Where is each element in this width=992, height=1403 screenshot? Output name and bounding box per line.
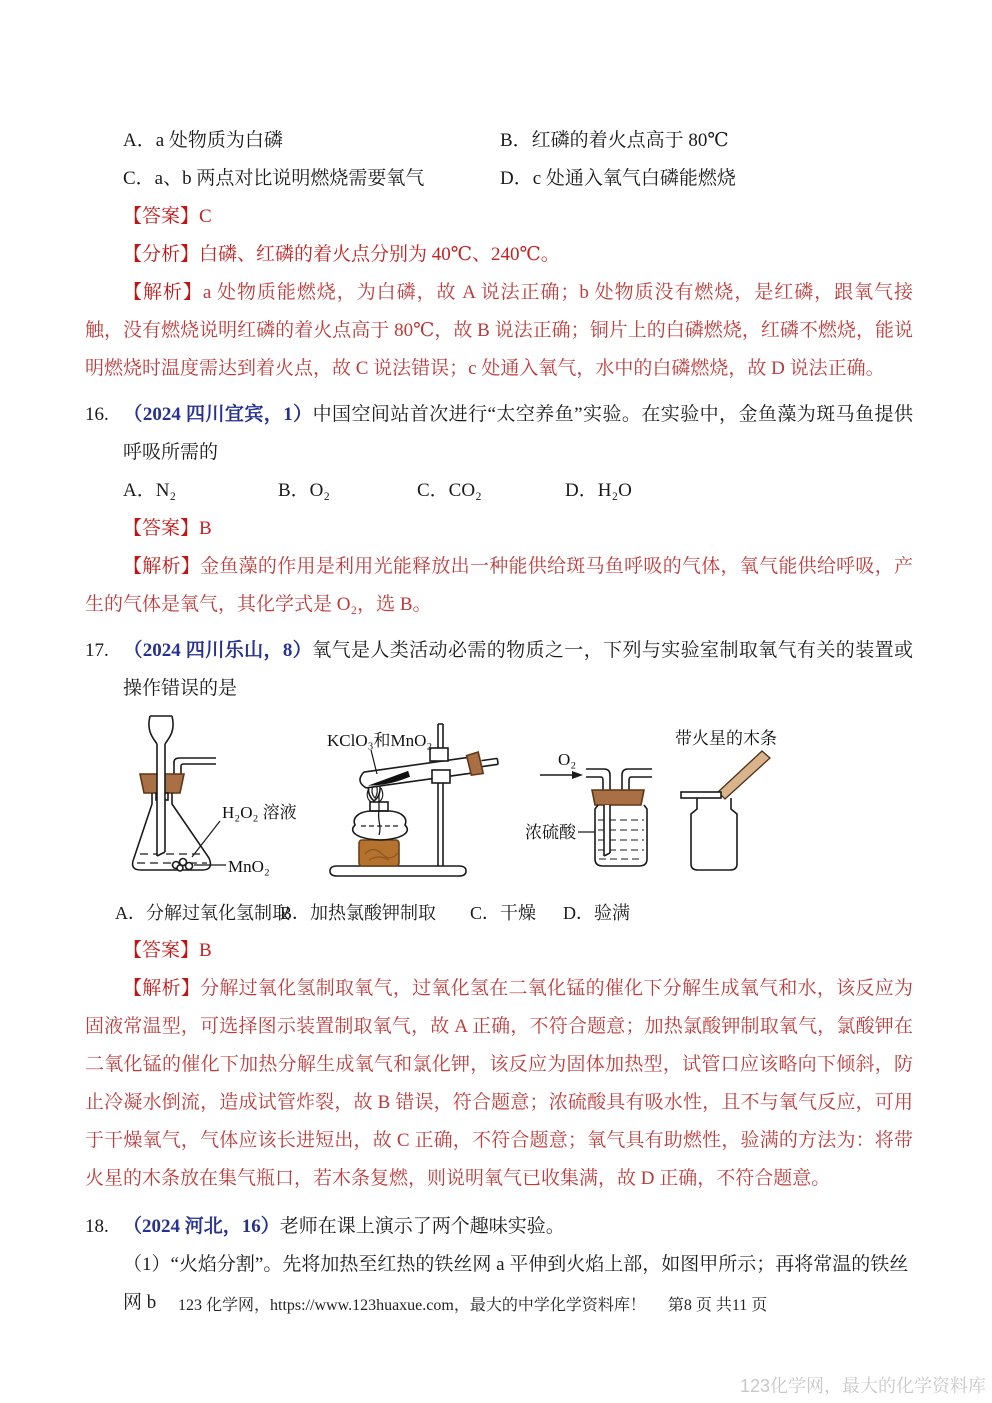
q16-explanation — [85, 548, 913, 624]
explain-label: 【解析】 — [123, 282, 203, 303]
analysis-text: 白磷、红磷的着火点分别为 40℃、240℃。 — [199, 244, 560, 265]
apparatus-a-h2o2-flask-figure — [110, 708, 325, 894]
q16-answer — [85, 510, 913, 548]
footer-page-number: 第8 页 共11 页 — [667, 1297, 768, 1314]
outlet-tube — [622, 769, 652, 790]
q17-answer — [85, 932, 913, 970]
question-text: 氧气是人类活动必需的物质之一，下列与实验室制取氧气有关的装置或操作错误的是 — [123, 640, 913, 699]
q15-options-row-1 — [85, 122, 913, 160]
answer-value: B — [199, 940, 212, 961]
mno2-label: MnO₂ — [228, 857, 270, 876]
option-c: C．CO₂ — [417, 480, 482, 501]
apparatus-d-full-test-figure — [667, 708, 827, 894]
question-number: 17. — [85, 640, 109, 661]
q17-explanation — [85, 970, 913, 1198]
q16-stem — [85, 396, 913, 472]
answer-value: B — [199, 518, 212, 539]
q18-stem — [85, 1208, 913, 1246]
footer-site-info: 123 化学网，https://www.123huaxue.com，最大的中学化学资料库！ — [178, 1297, 646, 1314]
thistle-funnel-bulb — [149, 716, 173, 744]
question-source: （2024 河北，16） — [123, 1216, 280, 1237]
o2-label: O₂ — [558, 750, 577, 769]
clamp — [432, 770, 450, 783]
question-text: 老师在课上演示了两个趣味实验。 — [279, 1216, 565, 1237]
lamp-wick — [379, 794, 380, 835]
q17-stem — [85, 632, 913, 708]
stand-base — [330, 866, 466, 876]
question-text: 中国空间站首次进行“太空养鱼”实验。在实验中，金鱼藻为斑马鱼提供呼吸所需的 — [123, 404, 913, 463]
q17-figure-captions — [85, 894, 913, 932]
caption-d: D．验满 — [563, 903, 630, 923]
explain-text: 金鱼藻的作用是利用光能释放出一种能供给斑马鱼呼吸的气体，氧气能供给呼吸，产生的气体是氧气，其化学式是 O₂，选 B。 — [85, 556, 913, 615]
gas-collecting-bottle — [691, 798, 737, 870]
option-d: D．c 处通入氧气白磷能燃烧 — [500, 168, 736, 189]
exam-content — [85, 122, 913, 1322]
explain-text: 分解过氧化氢制取氧气，过氧化氢在二氧化锰的催化下分解生成氧气和水，该反应为固液常温型，可选择图示装置制取氧气，故 A 正确，不符合题意；加热氯酸钾制取氧气，氯酸钾在二氧化锰的催化下加热分解生成氧气和氯化钾，该反应为固体加热型，试管口应该略向下倾斜，防止冷凝水倒流，造成试管炸裂，故 B 错误，符合题意；浓硫酸具有吸水性，且不与氧气反应，可用于干燥氧气，气体应该长进短出，故 C 正确，不符合题意；氧气具有助燃性，验满的方法为：将带火星的木条放在集气瓶口，若木条复燃，则说明氧气已收集满，故 D 正确，不符合题意。 — [85, 978, 913, 1189]
option-a: A．N₂ — [123, 480, 177, 501]
stand-rod — [438, 724, 443, 866]
question-number: 16. — [85, 404, 109, 425]
apparatus-b-kclo3-heating-figure — [325, 708, 522, 894]
bottle-stopper — [592, 790, 644, 805]
analysis-label: 【分析】 — [123, 244, 200, 265]
option-c: C．a、b 两点对比说明燃烧需要氧气 — [123, 168, 425, 189]
q15-explanation — [85, 274, 913, 388]
sulfuric-acid-label: 浓硫酸 — [525, 823, 576, 842]
h2o2-solution-label: H₂O₂ 溶液 — [222, 803, 297, 822]
caption-a: A．分解过氧化氢制取 — [115, 903, 290, 923]
q17-apparatus-figures — [110, 708, 913, 894]
explain-label: 【解析】 — [123, 978, 201, 999]
cover-plate — [681, 792, 721, 798]
caption-b: B．加热氯酸钾制取 — [280, 903, 437, 923]
glowing-splint — [718, 751, 770, 799]
option-a: A．a 处物质为白磷 — [123, 130, 283, 151]
watermark: 123化学网，最大的化学资料库 — [739, 1376, 986, 1396]
apparatus-c-drying-bottle-figure — [522, 708, 667, 894]
answer-value: C — [199, 206, 212, 227]
clamp — [430, 748, 448, 761]
q15-options-row-2 — [85, 160, 913, 198]
explain-text: a 处物质能燃烧，为白磷，故 A 说法正确；b 处物质没有燃烧，是红磷，跟氧气接触，没有燃烧说明红磷的着火点高于 80℃，故 B 说法正确；铜片上的白磷燃烧，红磷不燃烧，能说明燃烧时温度需达到着火点，故 C 说法错误；c 处通入氧气，水中的白磷燃烧，故 D 说法正确。 — [85, 282, 913, 379]
page-footer — [178, 1292, 767, 1315]
option-d: D．H₂O — [565, 480, 632, 501]
glowing-splint-label: 带火星的木条 — [675, 729, 777, 748]
question-number: 18. — [85, 1216, 109, 1237]
option-b: B．红磷的着火点高于 80℃ — [500, 130, 729, 151]
answer-label: 【答案】 — [123, 206, 200, 227]
answer-label: 【答案】 — [123, 940, 200, 961]
question-source: （2024 四川宜宾，1） — [123, 404, 313, 425]
conical-flask — [133, 793, 211, 870]
answer-label: 【答案】 — [123, 518, 200, 539]
q18-sub-question-1: （1）“火焰分割”。先将加热至红热的铁丝网 a 平伸到火焰上部，如图甲所示；再将常温的铁丝网 b — [123, 1254, 909, 1313]
q15-analysis — [85, 236, 913, 274]
option-b: B．O₂ — [278, 480, 331, 501]
gas-washing-bottle — [595, 805, 647, 866]
wooden-block — [359, 840, 399, 866]
test-tube — [358, 749, 499, 790]
explain-label: 【解析】 — [123, 556, 201, 577]
q16-options-row — [85, 472, 913, 510]
caption-c: C．干燥 — [470, 903, 537, 923]
q15-answer — [85, 198, 913, 236]
inlet-tube — [586, 769, 610, 790]
kclo3-mno2-label: KClO₃和MnO₂ — [327, 731, 433, 750]
question-source: （2024 四川乐山，8） — [123, 640, 313, 661]
